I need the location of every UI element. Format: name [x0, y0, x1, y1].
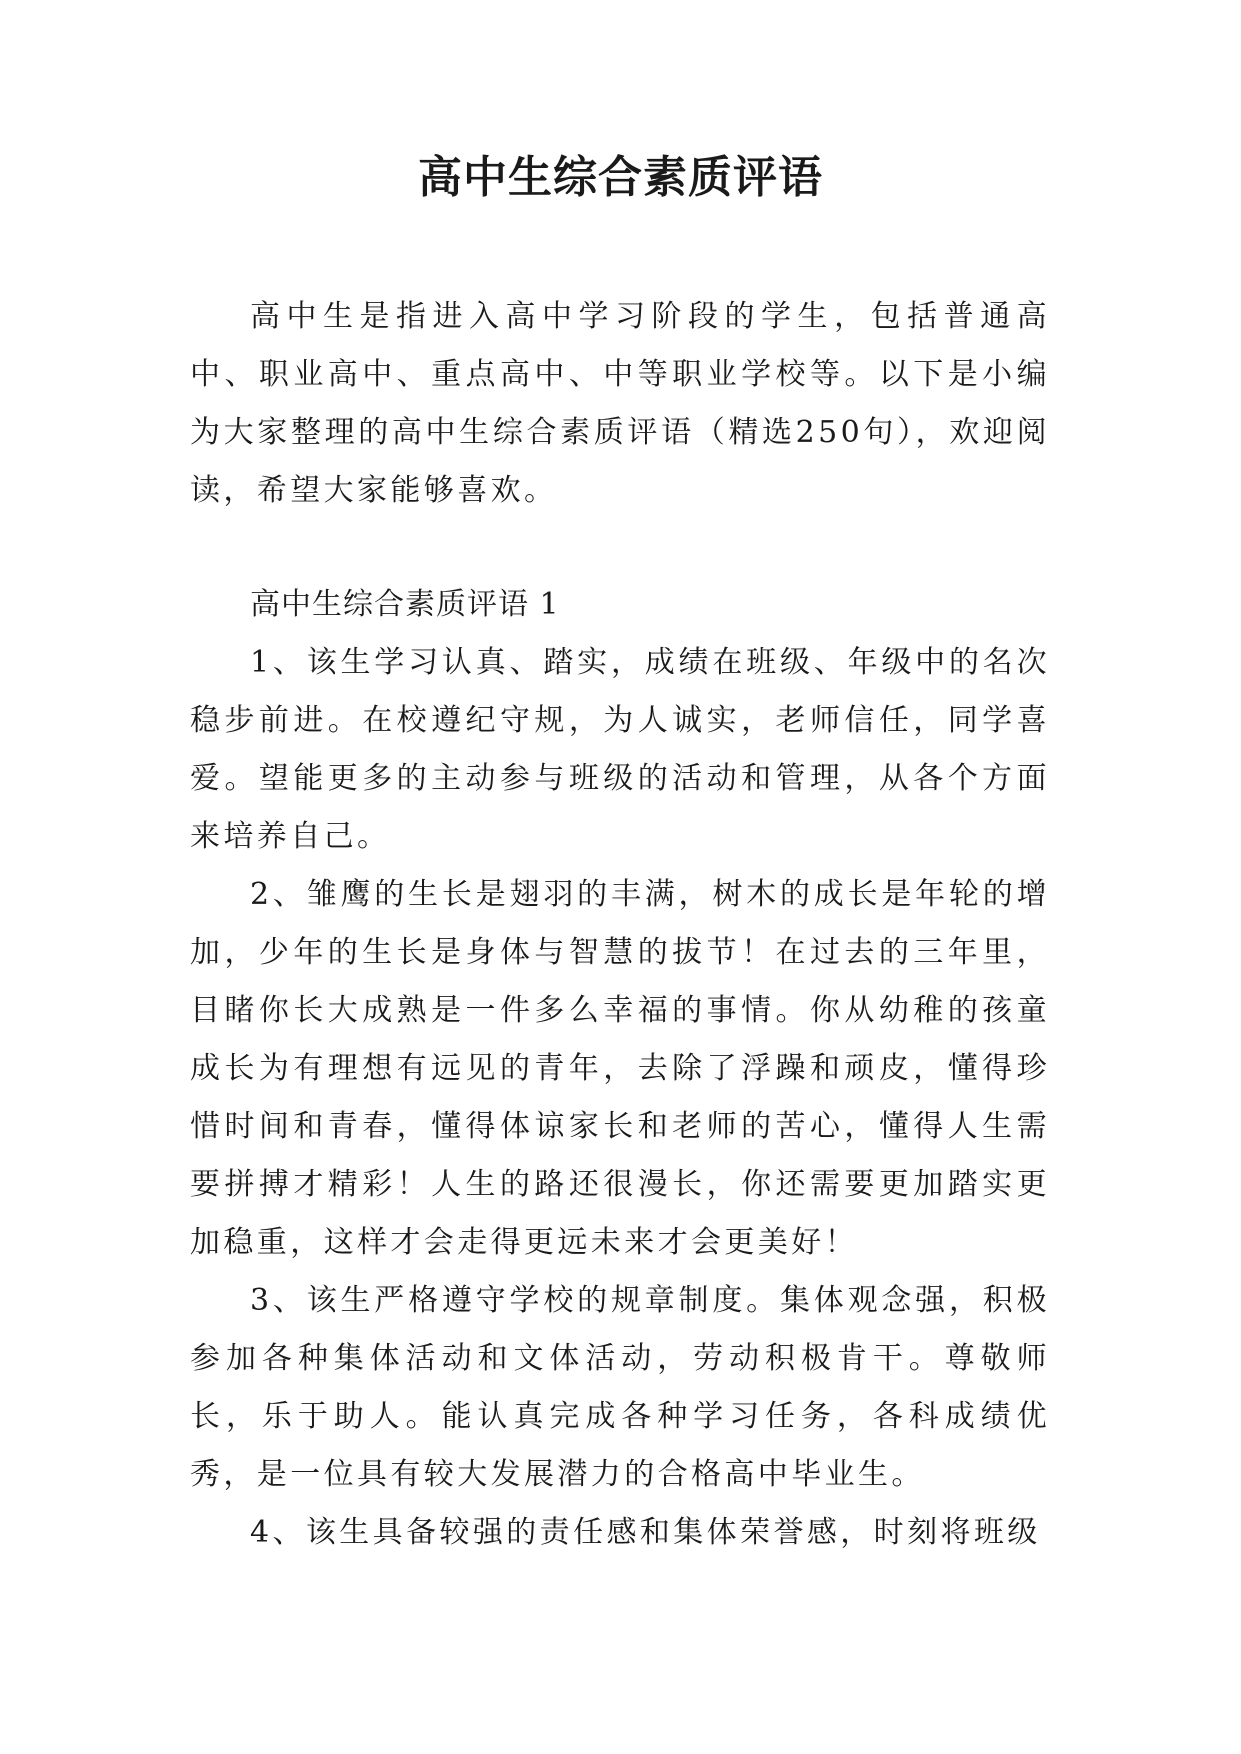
comment-item-4: 4、该生具备较强的责任感和集体荣誉感，时刻将班级 — [250, 1515, 1041, 1550]
intro-paragraph: 高中生是指进入高中学习阶段的学生，包括普通高中、职业高中、重点高中、中等职业学校等。以下是小编为大家整理的高中生综合素质评语（精选250句），欢迎阅读，希望大家能够喜欢。 — [190, 299, 1050, 508]
document-body — [190, 288, 1050, 1562]
comment-item-1: 1、该生学习认真、踏实，成绩在班级、年级中的名次稳步前进。在校遵纪守规，为人诚实，老师信任，同学喜爱。望能更多的主动参与班级的活动和管理，从各个方面来培养自己。 — [190, 645, 1050, 854]
document-title: 高中生综合素质评语 — [418, 152, 823, 203]
section-heading: 高中生综合素质评语 1 — [250, 587, 560, 622]
comment-item-3: 3、该生严格遵守学校的规章制度。集体观念强，积极参加各种集体活动和文体活动，劳动积极肯干。尊敬师长，乐于助人。能认真完成各种学习任务，各科成绩优秀，是一位具有较大发展潜力的合格高中毕业生。 — [190, 1283, 1050, 1492]
comment-item-2: 2、雏鹰的生长是翅羽的丰满，树木的成长是年轮的增加，少年的生长是身体与智慧的拔节！在过去的三年里，目睹你长大成熟是一件多么幸福的事情。你从幼稚的孩童成长为有理想有远见的青年，去除了浮躁和顽皮，懂得珍惜时间和青春，懂得体谅家长和老师的苦心，懂得人生需要拼搏才精彩！人生的路还很漫长，你还需要更加踏实更加稳重，这样才会走得更远未来才会更美好！ — [190, 877, 1050, 1260]
